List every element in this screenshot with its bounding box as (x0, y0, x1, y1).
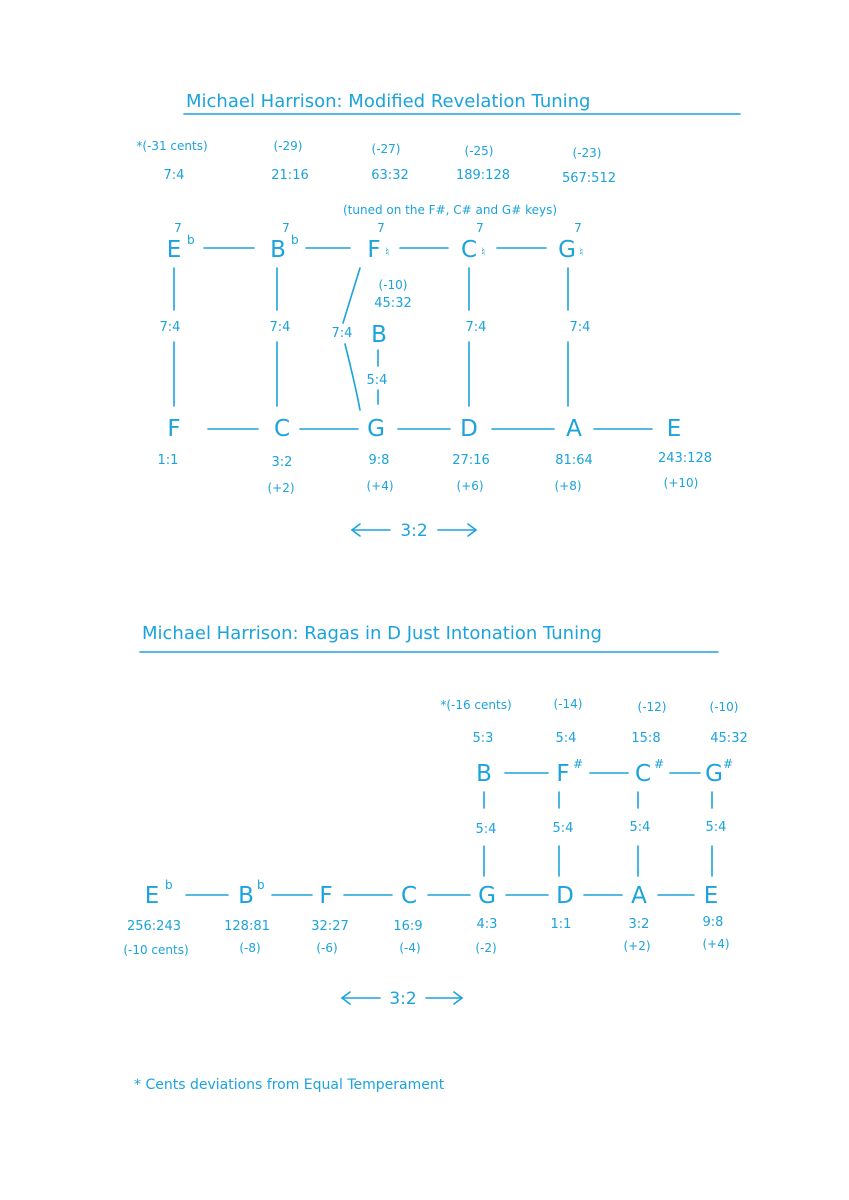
d2-cents-1: *(-16 cents) (440, 698, 512, 712)
d1-vert-ratio-1: 7:4 (159, 320, 181, 335)
d2-bottom-ratio-1: 256:243 (126, 919, 182, 934)
d1-bottom-note-3: G (367, 416, 385, 442)
d1-top-acc-4: ♮ (481, 245, 486, 259)
diagram1-title: Michael Harrison: Modified Revelation Tuning (186, 91, 591, 112)
d1-cents-4: (-25) (464, 144, 494, 158)
d1-top-note-1: E (166, 237, 182, 263)
d1-keys-note: (tuned on the F#, C# and G# keys) (343, 203, 558, 217)
d2-cents-4: (-10) (709, 700, 739, 714)
d1-top-note-3: F (367, 237, 381, 263)
d1-top-ratio-1: 7:4 (163, 168, 185, 183)
d2-bottom-note-3: F (319, 883, 333, 909)
d1-bottom-ratio-5: 81:64 (555, 453, 593, 468)
d2-bottom-note-4: C (400, 883, 418, 909)
d2-bottom-ratio-4: 16:9 (393, 919, 423, 934)
d1-cents-5: (-23) (572, 146, 602, 160)
d2-cents-3: (-12) (637, 700, 667, 714)
d1-bottom-cents-1: (+2) (267, 481, 295, 495)
d1-b-ratio: 45:32 (374, 296, 412, 311)
d1-bottom-cents-2: (+4) (366, 479, 394, 493)
d2-top-ratio-4: 45:32 (710, 731, 748, 746)
d2-vert-ratio-2: 5:4 (552, 821, 574, 836)
d2-top-acc-3: # (654, 757, 665, 771)
d1-cents-3: (-27) (371, 142, 401, 156)
d1-top-acc-1: b (187, 233, 195, 247)
d2-top-ratio-1: 5:3 (472, 731, 494, 746)
d2-bottom-ratio-5: 4:3 (476, 917, 498, 932)
d2-bottom-cents-7: (+4) (702, 937, 730, 951)
d2-top-acc-2: # (573, 757, 584, 771)
d2-cents-2: (-14) (553, 697, 583, 711)
d2-top-ratio-2: 5:4 (555, 731, 577, 746)
d1-cents-2: (-29) (273, 139, 303, 153)
d1-bottom-ratio-4: 27:16 (452, 453, 490, 468)
d1-bottom-cents-5: (+10) (663, 476, 699, 490)
d1-seventh-2: 7 (282, 221, 290, 235)
diagram2-title: Michael Harrison: Ragas in D Just Intonation Tuning (142, 623, 602, 644)
d2-bottom-ratio-7: 3:2 (628, 917, 650, 932)
d1-top-note-5: G (558, 237, 576, 263)
d1-top-ratio-2: 21:16 (271, 168, 309, 183)
d1-bottom-ratio-6: 243:128 (657, 451, 713, 466)
d1-top-note-4: C (460, 237, 478, 263)
d2-vert-ratio-1: 5:4 (475, 822, 497, 837)
d1-cents-1: *(-31 cents) (136, 139, 208, 153)
d1-b-note: B (371, 322, 387, 348)
d2-bottom-cents-4: (-4) (399, 941, 421, 955)
d2-fifth-label: 3:2 (389, 989, 417, 1009)
d2-top-note-3: C (634, 761, 652, 787)
d1-seventh-3: 7 (377, 221, 385, 235)
d1-top-ratio-5: 567:512 (561, 171, 617, 186)
d1-bottom-ratio-2: 3:2 (271, 455, 293, 470)
d1-bottom-note-5: A (566, 416, 582, 442)
d1-seventh-4: 7 (476, 221, 484, 235)
d1-fifths-arrow (352, 521, 476, 541)
d2-top-note-1: B (476, 761, 492, 787)
d2-bottom-ratio-6: 1:1 (550, 917, 572, 932)
d2-bottom-acc-2: b (257, 878, 265, 892)
d1-seventh-5: 7 (574, 221, 582, 235)
d2-bottom-note-7: A (631, 883, 647, 909)
d2-top-note-2: F (556, 761, 570, 787)
d2-bottom-acc-1: b (165, 878, 173, 892)
d2-vert-ratio-4: 5:4 (705, 820, 727, 835)
d1-top-ratio-3: 63:32 (371, 168, 409, 183)
d2-bottom-note-2: B (238, 883, 254, 909)
d1-fifth-label: 3:2 (400, 521, 428, 541)
d2-top-note-4: G (705, 761, 723, 787)
d2-bottom-note-8: E (703, 883, 719, 909)
d1-bottom-note-6: E (666, 416, 682, 442)
d1-bottom-note-2: C (273, 416, 291, 442)
d1-top-acc-2: b (291, 233, 299, 247)
d2-fifths-arrow (342, 989, 462, 1009)
d1-vert-ratio-2: 7:4 (269, 320, 291, 335)
diagram-ragas-in-d (123, 623, 747, 1009)
d2-bottom-note-5: G (478, 883, 496, 909)
d1-top-note-2: B (270, 237, 286, 263)
d2-bottom-cents-6: (+2) (623, 939, 651, 953)
d1-top-acc-5: ♮ (579, 245, 584, 259)
d2-bottom-ratio-8: 9:8 (702, 915, 724, 930)
d2-bottom-cents-3: (-6) (316, 941, 338, 955)
d1-top-acc-3: ♮ (385, 245, 390, 259)
d1-bottom-note-4: D (460, 416, 478, 442)
d2-bottom-ratio-3: 32:27 (311, 919, 349, 934)
d2-bottom-note-6: D (556, 883, 574, 909)
d1-bottom-cents-4: (+8) (554, 479, 582, 493)
d1-seventh-1: 7 (174, 221, 182, 235)
footnote: * Cents deviations from Equal Temperament (134, 1077, 445, 1093)
d1-bottom-ratio-3: 9:8 (368, 453, 390, 468)
d2-top-ratio-3: 15:8 (631, 731, 661, 746)
d2-bottom-note-1: E (144, 883, 160, 909)
d1-bottom-cents-3: (+6) (456, 479, 484, 493)
d2-top-acc-4: # (723, 757, 734, 771)
d1-top-ratio-4: 189:128 (455, 168, 511, 183)
d1-bottom-note-1: F (167, 416, 181, 442)
d1-b-cents: (-10) (378, 278, 408, 292)
d1-vert-ratio-5: 7:4 (569, 320, 591, 335)
diagram-modified-revelation (136, 91, 740, 541)
d1-b-left-ratio: 7:4 (331, 326, 353, 341)
d2-bottom-cents-1: (-10 cents) (123, 943, 189, 957)
d2-bottom-cents-5: (-2) (475, 941, 497, 955)
d2-bottom-ratio-2: 128:81 (224, 919, 270, 934)
d1-vert-ratio-4: 7:4 (465, 320, 487, 335)
d1-b-below-ratio: 5:4 (366, 373, 388, 388)
d2-vert-ratio-3: 5:4 (629, 820, 651, 835)
d2-bottom-cents-2: (-8) (239, 941, 261, 955)
d1-bottom-ratio-1: 1:1 (157, 453, 179, 468)
